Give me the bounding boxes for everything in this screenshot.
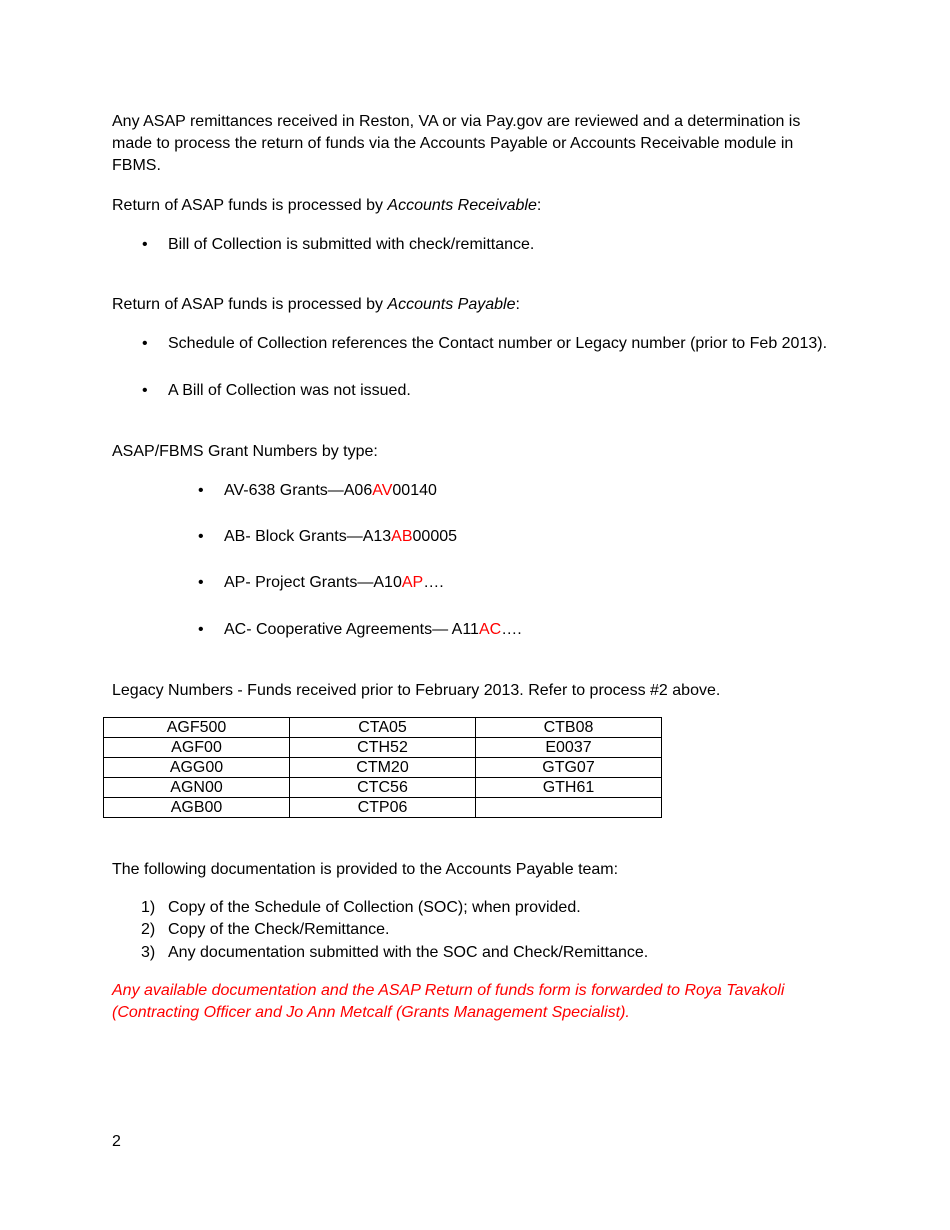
docs-item-number: 2) xyxy=(141,921,156,938)
ap-bullet-text: Schedule of Collection references the Contact number or Legacy number (prior to Feb 2013). xyxy=(168,335,828,352)
docs-item-number: 3) xyxy=(141,944,156,961)
ar-heading xyxy=(112,195,838,217)
docs-item-text: Any documentation submitted with the SOC and Check/Remittance. xyxy=(168,944,649,961)
grant-item-code: AB xyxy=(391,528,413,545)
grant-item-code: AP xyxy=(401,574,424,591)
table-cell: AGF00 xyxy=(104,738,290,758)
table-cell: AGG00 xyxy=(104,758,290,778)
docs-item-number: 1) xyxy=(141,899,156,916)
table-row xyxy=(104,798,662,818)
grant-item xyxy=(198,619,798,641)
table-cell: CTH52 xyxy=(290,738,476,758)
table-cell: CTB08 xyxy=(476,718,662,738)
table-cell: AGB00 xyxy=(104,798,290,818)
routing-note: Any available documentation and the ASAP Return of funds form is forwarded to Roya Tavakoli (Contracting Officer and Jo Ann Metcalf (Grants Management Specialist). xyxy=(112,982,785,1021)
grant-item-label: AB- Block Grants—A13 xyxy=(224,528,392,545)
docs-heading: The following documentation is provided to the Accounts Payable team: xyxy=(112,861,619,878)
grant-item-suffix: 00140 xyxy=(392,482,437,499)
ar-bullet-item xyxy=(142,234,832,256)
bullet-icon: • xyxy=(142,236,148,253)
docs-item-text: Copy of the Check/Remittance. xyxy=(168,921,390,938)
bullet-icon: • xyxy=(142,382,148,399)
table-cell: CTM20 xyxy=(290,758,476,778)
table-cell: CTC56 xyxy=(290,778,476,798)
grant-heading: ASAP/FBMS Grant Numbers by type: xyxy=(112,443,378,460)
table-cell: GTH61 xyxy=(476,778,662,798)
ar-bullet-text: Bill of Collection is submitted with check/remittance. xyxy=(168,236,535,253)
grant-item xyxy=(198,526,798,548)
ap-bullet-text: A Bill of Collection was not issued. xyxy=(168,382,411,399)
table-row xyxy=(104,758,662,778)
grant-item-suffix: …. xyxy=(501,621,522,638)
table-cell: E0037 xyxy=(476,738,662,758)
table-row xyxy=(104,738,662,758)
table-cell xyxy=(476,798,662,818)
table-row xyxy=(104,718,662,738)
bullet-icon: • xyxy=(198,482,204,499)
ap-heading-emph: Accounts Payable xyxy=(387,296,516,313)
bullet-icon: • xyxy=(198,621,204,638)
bullet-icon: • xyxy=(198,574,204,591)
ar-heading-lead: Return of ASAP funds is processed by xyxy=(112,197,388,214)
table-cell: CTA05 xyxy=(290,718,476,738)
bullet-icon: • xyxy=(142,335,148,352)
table-cell: GTG07 xyxy=(476,758,662,778)
legacy-numbers-table xyxy=(103,717,662,818)
ap-bullet-item xyxy=(142,333,832,355)
docs-item-text: Copy of the Schedule of Collection (SOC); when provided. xyxy=(168,899,581,916)
ap-heading-lead: Return of ASAP funds is processed by xyxy=(112,296,388,313)
grant-item xyxy=(198,480,798,502)
table-cell: AGF500 xyxy=(104,718,290,738)
intro-paragraph: Any ASAP remittances received in Reston, VA or via Pay.gov are reviewed and a determination is made to process the return of funds via the Accounts Payable or Accounts Receivable module in FBMS. xyxy=(112,113,801,174)
page-number: 2 xyxy=(112,1133,121,1150)
grant-item-label: AV-638 Grants—A06 xyxy=(224,482,373,499)
ap-heading xyxy=(112,294,838,316)
bullet-icon: • xyxy=(198,528,204,545)
ap-heading-colon: : xyxy=(515,296,520,313)
grant-item-code: AV xyxy=(372,482,393,499)
grant-item-code: AC xyxy=(478,621,502,638)
ar-heading-emph: Accounts Receivable xyxy=(387,197,537,214)
grant-item xyxy=(198,572,798,594)
grant-item-suffix: 00005 xyxy=(412,528,458,545)
grant-item-label: AC- Cooperative Agreements— A11 xyxy=(224,621,479,638)
table-row xyxy=(104,778,662,798)
table-cell: AGN00 xyxy=(104,778,290,798)
ar-heading-colon: : xyxy=(536,197,542,214)
ap-bullet-item xyxy=(142,380,832,402)
grant-item-label: AP- Project Grants—A10 xyxy=(224,574,402,591)
table-cell: CTP06 xyxy=(290,798,476,818)
legacy-heading: Legacy Numbers - Funds received prior to February 2013. Refer to process #2 above. xyxy=(112,682,721,699)
grant-item-suffix: …. xyxy=(423,574,444,591)
